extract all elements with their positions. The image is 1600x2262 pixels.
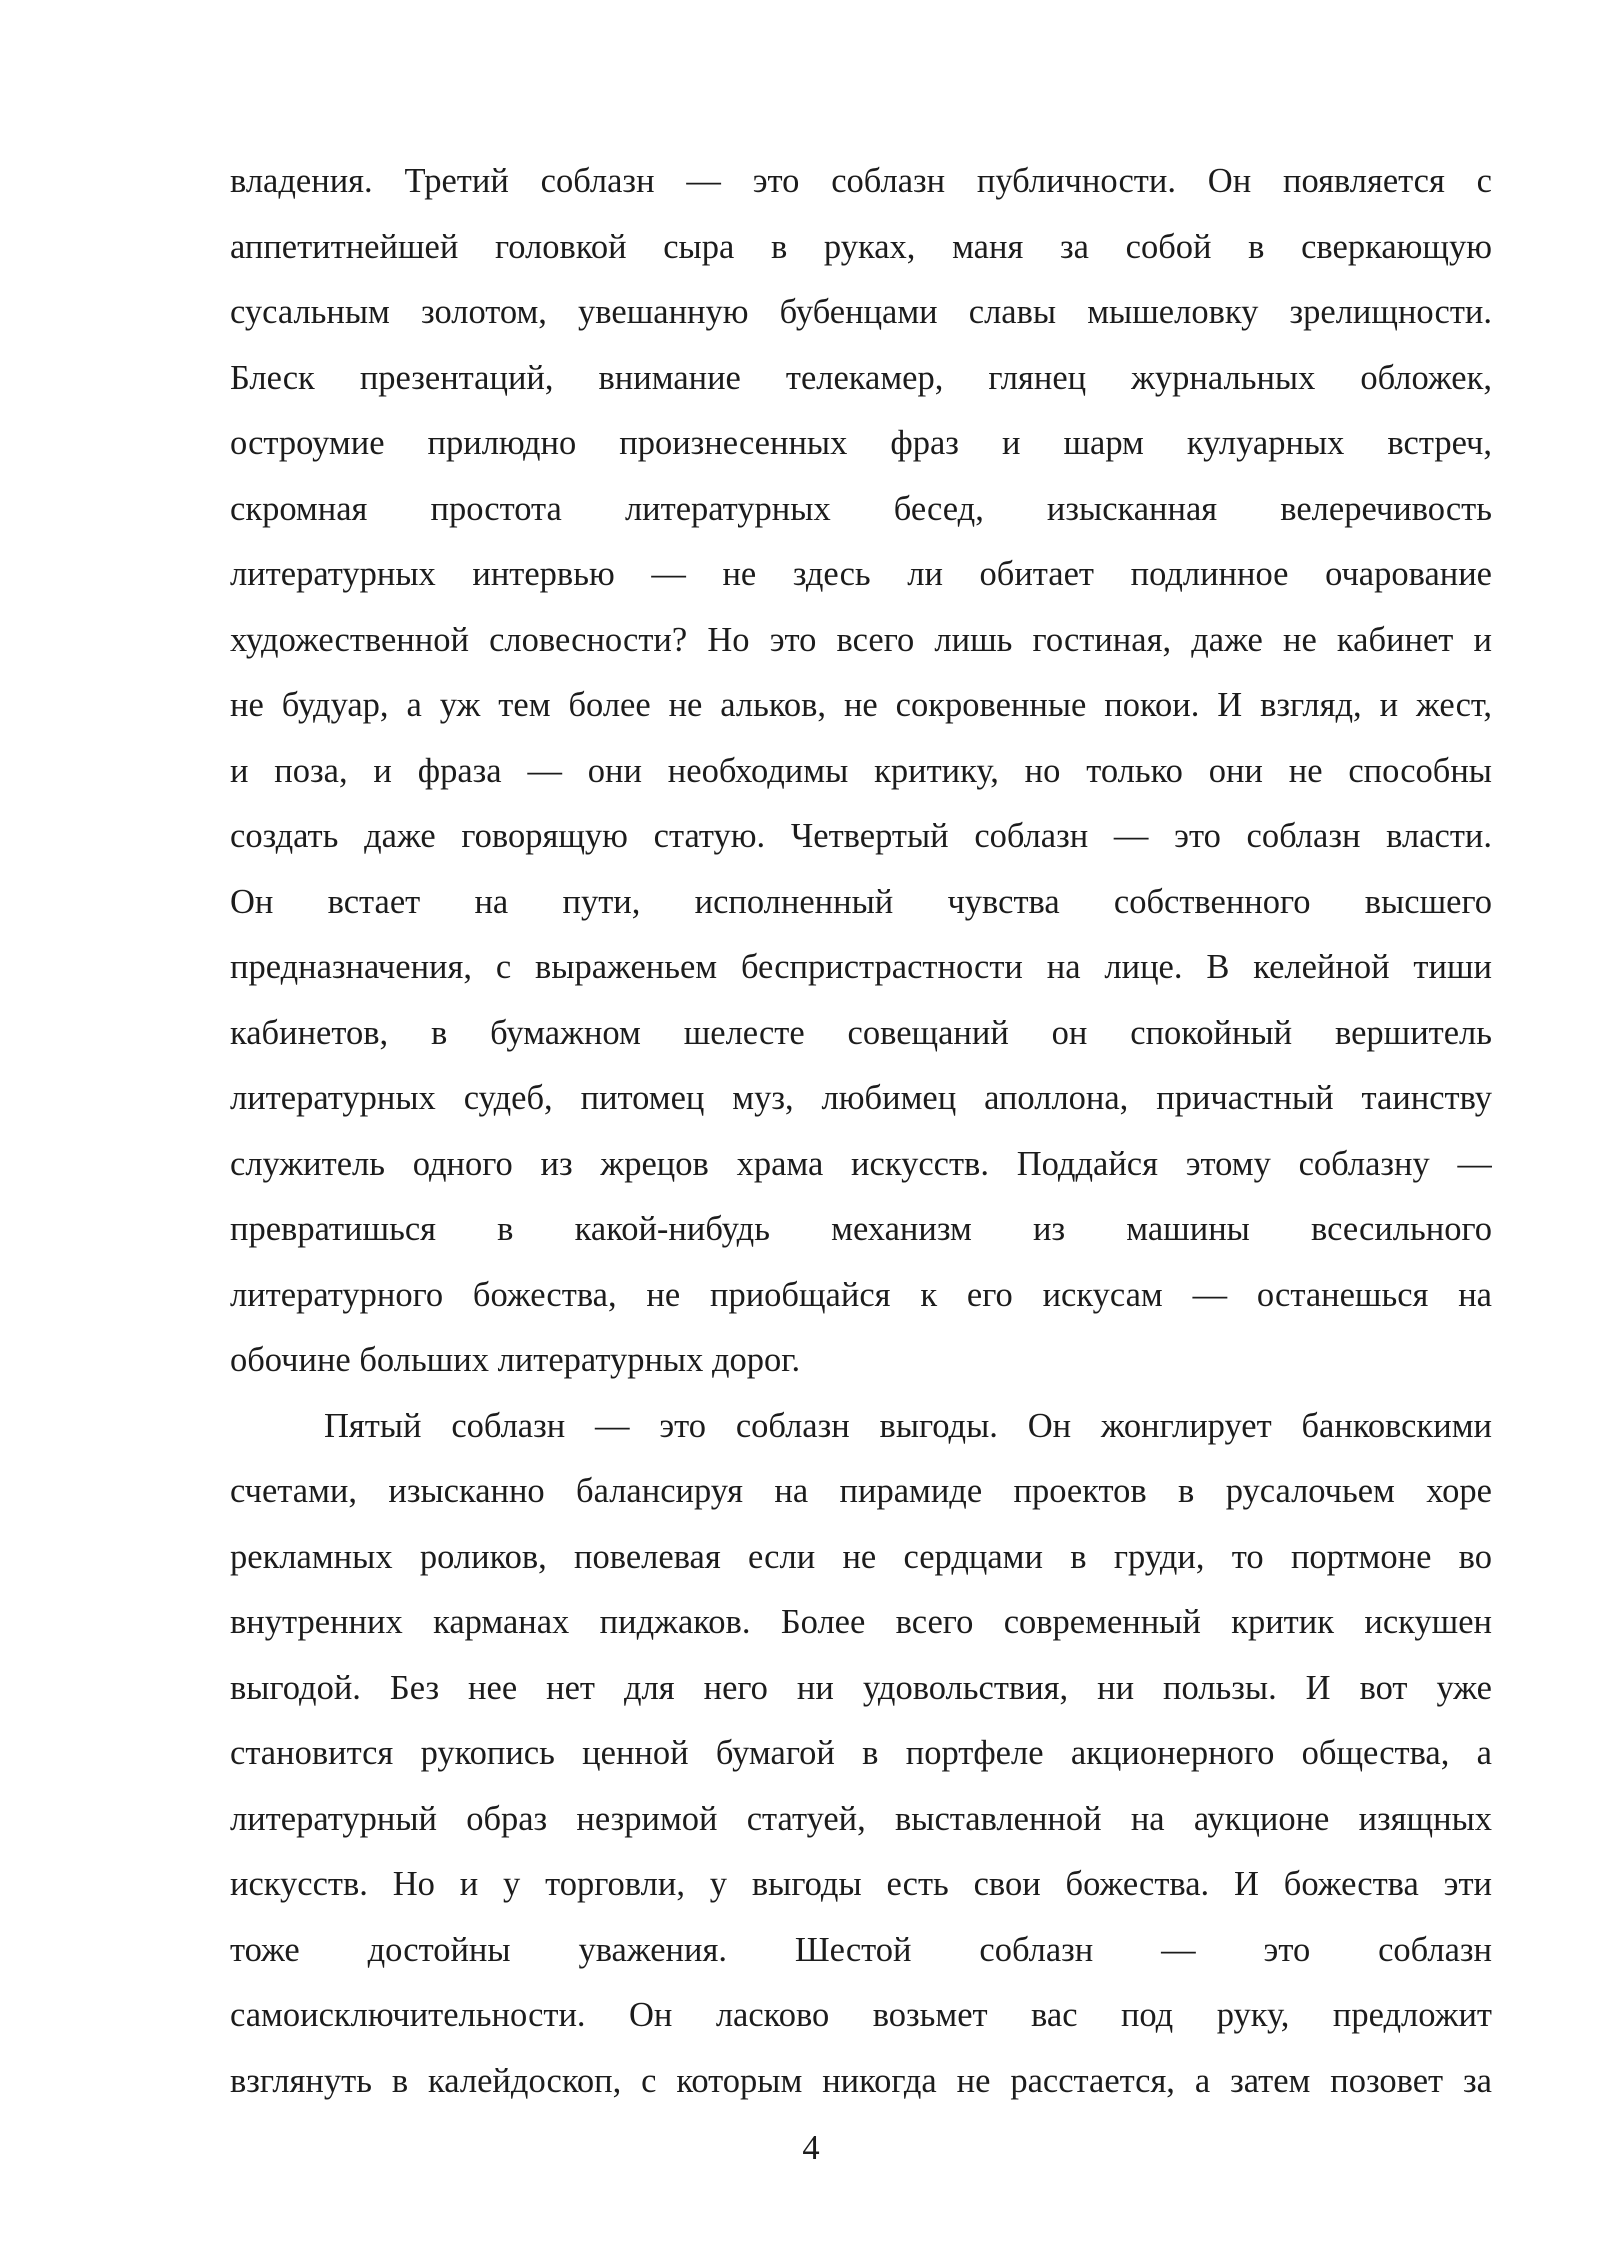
page-number: 4 <box>802 2129 820 2167</box>
text-line: литературного божества, не приобщайся к его искусам — останешься на <box>230 1275 1492 1314</box>
text-line: литературный образ незримой статуей, выставленной на аукционе изящных <box>230 1799 1492 1838</box>
text-line: выгодой. Без нее нет для него ни удовольствия, ни пользы. И вот уже <box>230 1668 1492 1707</box>
text-line: Пятый соблазн — это соблазн выгоды. Он жонглирует банковскими <box>324 1406 1492 1445</box>
paragraph <box>230 1394 1492 2115</box>
text-line: тоже достойны уважения. Шестой соблазн — это соблазн <box>230 1930 1492 1969</box>
text-line: рекламных роликов, повелевая если не сердцами в груди, то портмоне во <box>230 1537 1492 1576</box>
text-line: не будуар, а уж тем более не альков, не сокровенные покои. И взгляд, и жест, <box>230 686 1492 724</box>
text-line: кабинетов, в бумажном шелесте совещаний он спокойный вершитель <box>230 1013 1492 1052</box>
paragraph <box>230 149 1492 1394</box>
text-line: самоисключительности. Он ласково возьмет вас под руку, предложит <box>230 1996 1492 2034</box>
text-line: взглянуть в калейдоскоп, с которым никогда не расстается, а затем позовет за <box>230 2061 1492 2100</box>
text-line: художественной словесности? Но это всего лишь гостиная, даже не кабинет и <box>230 620 1492 659</box>
text-line: служитель одного из жрецов храма искусств. Поддайся этому соблазну — <box>230 1144 1492 1183</box>
text-line: искусств. Но и у торговли, у выгоды есть свои божества. И божества эти <box>230 1865 1492 1903</box>
text-line: Он встает на пути, исполненный чувства собственного высшего <box>230 882 1492 921</box>
text-line: становится рукопись ценной бумагой в портфеле акционерного общества, а <box>230 1734 1492 1772</box>
text-line: остроумие прилюдно произнесенных фраз и шарм кулуарных встреч, <box>230 424 1492 462</box>
text-line: аппетитнейшей головкой сыра в руках, маня за собой в сверкающую <box>230 227 1492 266</box>
text-line: сусальным золотом, увешанную бубенцами славы мышеловку зрелищности. <box>230 293 1492 331</box>
text-line: Блеск презентаций, внимание телекамер, глянец журнальных обложек, <box>230 358 1492 397</box>
text-line: создать даже говорящую статую. Четвертый соблазн — это соблазн власти. <box>230 817 1492 855</box>
text-line: внутренних карманах пиджаков. Более всего современный критик искушен <box>230 1603 1492 1641</box>
body-text <box>230 149 1492 2114</box>
text-line: владения. Третий соблазн — это соблазн публичности. Он появляется с <box>230 162 1492 200</box>
text-line: скромная простота литературных бесед, изысканная велеречивость <box>230 489 1492 528</box>
text-line: превратишься в какой-нибудь механизм из машины всесильного <box>230 1210 1492 1248</box>
text-line: литературных интервью — не здесь ли обитает подлинное очарование <box>230 555 1492 593</box>
text-line: и поза, и фраза — они необходимы критику, но только они не способны <box>230 751 1492 790</box>
text-line: обочине больших литературных дорог. <box>230 1341 801 1379</box>
text-line: счетами, изысканно балансируя на пирамиде проектов в русалочьем хоре <box>230 1472 1492 1510</box>
text-line: литературных судеб, питомец муз, любимец аполлона, причастный таинству <box>230 1079 1492 1117</box>
text-line: предназначения, с выраженьем беспристрастности на лице. В келейной тиши <box>230 948 1492 986</box>
